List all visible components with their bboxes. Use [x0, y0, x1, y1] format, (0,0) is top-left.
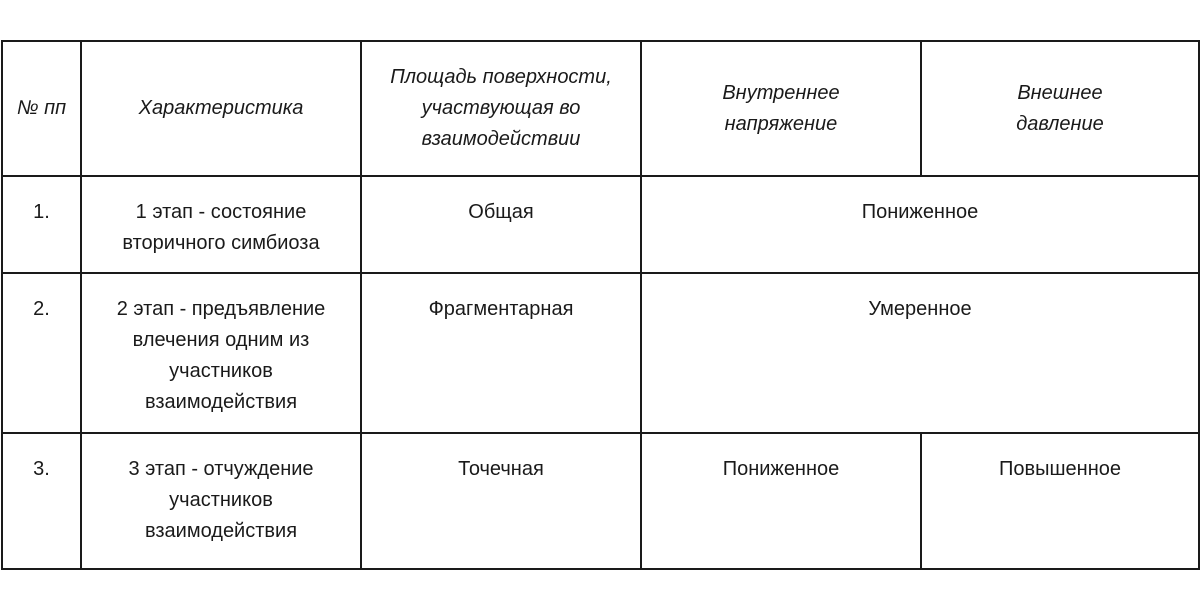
header-external-pressure: Внешнее давление [921, 41, 1199, 176]
stages-table [1, 40, 1200, 570]
row-surface-area: Точечная [361, 433, 641, 569]
row-characteristic: 1 этап - состояние вторичного симбиоза [81, 176, 361, 273]
row-characteristic: 3 этап - отчуждение участников взаимодействия [81, 433, 361, 569]
row-num: 3. [2, 433, 81, 569]
header-internal-tension: Внутреннее напряжение [641, 41, 921, 176]
row-merged-value: Пониженное [641, 176, 1199, 273]
table-row [2, 433, 1199, 569]
row-merged-value: Умеренное [641, 273, 1199, 433]
table-row [2, 176, 1199, 273]
row-external-pressure: Повышенное [921, 433, 1199, 569]
row-internal-tension: Пониженное [641, 433, 921, 569]
table-row [2, 273, 1199, 433]
header-num: № пп [2, 41, 81, 176]
row-characteristic: 2 этап - предъявление влечения одним из участников взаимодействия [81, 273, 361, 433]
header-row [2, 41, 1199, 176]
header-characteristic: Характеристика [81, 41, 361, 176]
header-surface-area: Площадь поверхности, участвующая во взаимодействии [361, 41, 641, 176]
row-num: 1. [2, 176, 81, 273]
row-num: 2. [2, 273, 81, 433]
row-surface-area: Общая [361, 176, 641, 273]
row-surface-area: Фрагментарная [361, 273, 641, 433]
